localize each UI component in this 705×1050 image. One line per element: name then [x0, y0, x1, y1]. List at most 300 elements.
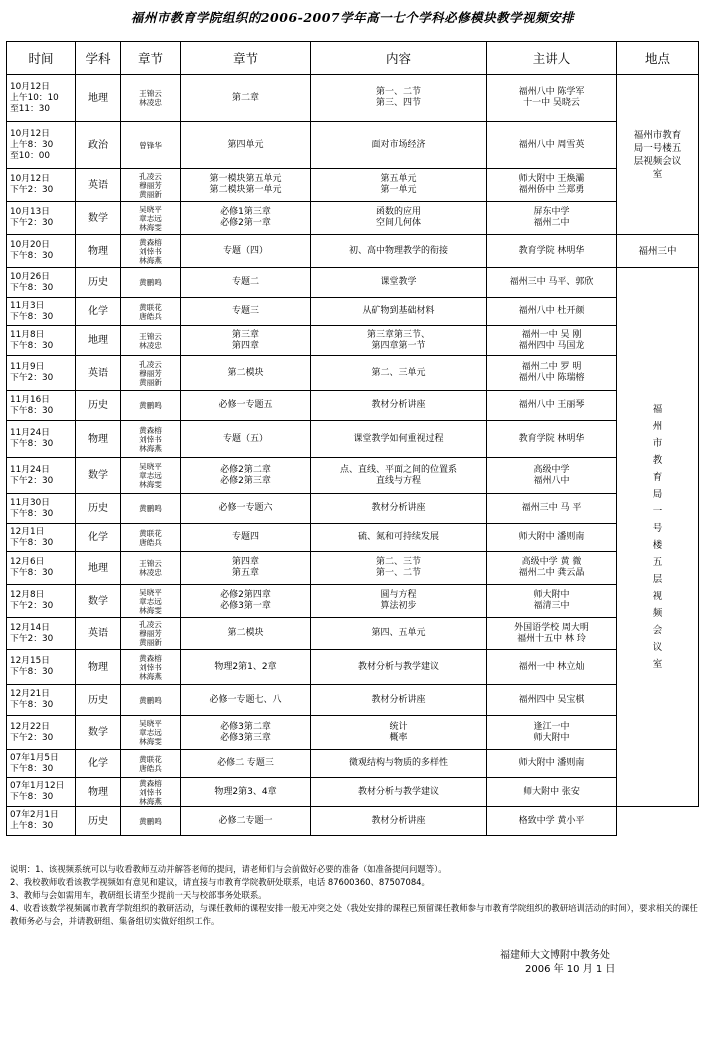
chapter-cell-line: 必修1第三章 — [220, 207, 271, 217]
time-cell-line: 下午2：30 — [10, 185, 54, 195]
time-cell-line: 11月9日 — [10, 362, 45, 372]
speaker-cell — [487, 650, 617, 685]
lecturers-cell-line: 林凌忠 — [139, 98, 162, 107]
speaker-cell — [487, 524, 617, 552]
time-cell-line: 上午10：10 — [10, 92, 59, 103]
content-cell-line: 硫、氮和可持续发展 — [357, 532, 439, 542]
content-cell — [311, 202, 487, 235]
chapter-cell-line: 必修2第二章 — [220, 464, 271, 475]
lecturers-cell-line: 黄鹏鸣 — [139, 401, 162, 410]
time-cell — [7, 391, 76, 421]
speaker-cell — [487, 202, 617, 235]
time-cell — [7, 298, 76, 326]
lecturers-cell-line: 曾锋华 — [139, 140, 162, 150]
lecturers-cell-line: 孔凌云 — [139, 171, 162, 181]
content-cell-line: 课堂教学如何重视过程 — [353, 433, 444, 444]
chapter-cell-line: 必修一专题五 — [218, 400, 273, 410]
speaker-cell-line: 师大附中 — [533, 590, 570, 600]
content-cell — [311, 685, 487, 716]
speaker-cell-line: 屏东中学 — [533, 207, 570, 217]
content-cell — [311, 650, 487, 685]
chapter-cell-line: 第二模块第一单元 — [209, 185, 282, 195]
table-row — [7, 268, 699, 298]
speaker-cell-line: 格致中学 黄小平 — [518, 815, 585, 826]
subject-cell: 化学 — [76, 750, 121, 778]
lecturers-cell-line: 孔凌云 — [139, 620, 162, 629]
lecturers-cell-line: 黄丽新 — [139, 638, 162, 647]
schedule-table — [6, 41, 699, 836]
time-cell-line: 上午8：30 — [10, 821, 54, 831]
speaker-cell — [487, 75, 617, 122]
header-speaker: 主讲人 — [487, 42, 617, 75]
time-cell-line: 07年1月5日 — [10, 752, 59, 763]
time-cell-line: 12月6日 — [10, 557, 45, 567]
content-cell-line: 教材分析讲座 — [371, 503, 426, 513]
time-cell-line: 下午8：30 — [10, 311, 54, 322]
speaker-cell — [487, 421, 617, 458]
content-cell — [311, 524, 487, 552]
subject-cell: 历史 — [76, 494, 121, 524]
time-cell-line: 12月14日 — [10, 622, 50, 633]
speaker-cell — [487, 391, 617, 421]
time-cell-line: 11月24日 — [10, 428, 50, 438]
lecturers-cell — [121, 716, 181, 750]
speaker-cell-line: 师大附中 张安 — [523, 786, 580, 797]
chapter-cell-line: 必修2第一章 — [220, 218, 271, 228]
speaker-cell — [487, 685, 617, 716]
time-cell-line: 下午8：30 — [10, 340, 54, 351]
subject-cell: 物理 — [76, 778, 121, 807]
speaker-cell-line: 师大附中 潘则南 — [518, 532, 585, 542]
subject-cell: 政治 — [76, 122, 121, 169]
time-cell-line: 10月12日 — [10, 128, 50, 139]
speaker-cell-line: 福州八中 — [533, 475, 570, 486]
chapter-cell — [181, 618, 311, 650]
time-cell — [7, 122, 76, 169]
lecturers-cell-line: 林海燕 — [139, 671, 162, 681]
lecturers-cell-line: 林海雯 — [139, 737, 162, 746]
table-row — [7, 326, 699, 356]
subject-cell: 地理 — [76, 326, 121, 356]
time-cell-line: 下午2：30 — [10, 373, 54, 383]
speaker-cell-line: 逢江一中 — [533, 721, 570, 732]
chapter-cell — [181, 524, 311, 552]
header-content: 内容 — [311, 42, 487, 75]
content-cell-line: 算法初步 — [380, 601, 417, 611]
speaker-cell-line: 福州一中 林立灿 — [518, 661, 585, 672]
table-row — [7, 235, 699, 268]
table-row — [7, 716, 699, 750]
lecturers-cell-line: 穆丽芳 — [139, 629, 162, 638]
lecturers-cell-line: 林海燕 — [139, 255, 162, 265]
time-cell-line: 下午8：30 — [10, 282, 54, 293]
table-row — [7, 524, 699, 552]
time-cell-line: 12月21日 — [10, 689, 50, 699]
lecturers-cell-line: 章志远 — [139, 213, 162, 223]
content-cell-line: 第四章第一节 — [371, 340, 426, 351]
speaker-cell — [487, 494, 617, 524]
lecturers-cell — [121, 122, 181, 169]
speaker-cell — [487, 458, 617, 494]
lecturers-cell — [121, 524, 181, 552]
speaker-cell — [487, 235, 617, 268]
subject-cell: 地理 — [76, 75, 121, 122]
content-cell-line: 第四、五单元 — [371, 628, 426, 638]
speaker-cell-line: 福州二中 — [533, 218, 570, 228]
lecturers-cell-line: 王锦云 — [139, 89, 162, 98]
chapter-cell — [181, 298, 311, 326]
table-row — [7, 618, 699, 650]
header-time: 时间 — [7, 42, 76, 75]
note-3: 3、教师与会如需用车，教研组长请至少提前一天与校部事务处联系。 — [10, 890, 267, 900]
time-cell — [7, 650, 76, 685]
speaker-cell-line: 师大附中 潘则南 — [518, 758, 585, 768]
speaker-cell-line: 福州八中 陈学军 — [518, 87, 585, 97]
content-cell — [311, 268, 487, 298]
subject-cell: 英语 — [76, 618, 121, 650]
time-cell-line: 下午2：30 — [10, 218, 54, 228]
table-row — [7, 458, 699, 494]
lecturers-cell-line: 林凌忠 — [139, 568, 162, 577]
signature-block — [500, 949, 615, 977]
content-cell-line: 空间几何体 — [375, 218, 421, 228]
signature-org: 福建师大文博附中教务处 — [500, 950, 610, 961]
time-cell-line: 10月20日 — [10, 240, 50, 250]
lecturers-cell — [121, 326, 181, 356]
content-cell-line: 教材分析讲座 — [371, 815, 426, 826]
content-cell-line: 函数的应用 — [375, 207, 421, 217]
chapter-cell-line: 必修3第二章 — [220, 721, 271, 732]
lecturers-cell — [121, 391, 181, 421]
speaker-cell-line: 福州四中 吴宝棋 — [518, 694, 585, 705]
time-cell-line: 下午8：30 — [10, 763, 54, 774]
content-cell-line: 初、高中物理教学的衔接 — [348, 245, 448, 256]
lecturers-cell-line: 黄鹏鸣 — [139, 278, 162, 287]
time-cell-line: 12月1日 — [10, 526, 45, 537]
speaker-cell — [487, 169, 617, 202]
speaker-cell-line: 福州十五中 林 玲 — [517, 633, 586, 644]
time-cell-line: 下午8：30 — [10, 251, 54, 261]
time-cell-line: 12月22日 — [10, 721, 50, 732]
table-row — [7, 391, 699, 421]
lecturers-cell — [121, 421, 181, 458]
table-row — [7, 75, 699, 122]
time-cell — [7, 202, 76, 235]
subject-cell: 数学 — [76, 716, 121, 750]
lecturers-cell-line: 黄鹏鸣 — [139, 504, 162, 513]
time-cell-line: 10月26日 — [10, 271, 50, 282]
content-cell — [311, 750, 487, 778]
time-cell-line: 10月12日 — [10, 81, 50, 92]
time-cell-line: 下午8：30 — [10, 405, 54, 416]
table-row — [7, 778, 699, 807]
content-cell-line: 教材分析与教学建议 — [357, 786, 439, 797]
lecturers-cell-line: 唐皓兵 — [139, 763, 162, 773]
document-title: 福州市教育学院组织的2006-2007学年高一七个学科必修模块教学视频安排 — [130, 10, 575, 25]
time-cell — [7, 458, 76, 494]
subject-cell: 历史 — [76, 807, 121, 836]
speaker-cell-line: 福州二中 罗 明 — [521, 362, 582, 372]
chapter-cell-line: 第二模块 — [227, 367, 264, 378]
speaker-cell-line: 师大附中 — [533, 732, 570, 743]
note-4: 4、收看该数学视频属市教育学院组织的教研活动，与课任教师的课程安排一般无冲突之处（我处安排的课程已预留课任教师参与市教育学院组织的教研培训活动的时间），要求相关的课任教师务必与会，并请教研组、集备组切实做好组织工作。 — [10, 903, 698, 926]
table-row — [7, 685, 699, 716]
content-cell-line: 直线与方程 — [375, 475, 421, 486]
speaker-cell-line: 福州四中 马国龙 — [518, 340, 585, 351]
chapter-cell — [181, 458, 311, 494]
time-cell — [7, 169, 76, 202]
subject-cell: 地理 — [76, 552, 121, 585]
content-cell — [311, 552, 487, 585]
content-cell — [311, 169, 487, 202]
content-cell-line: 从矿物到基础材料 — [362, 306, 435, 316]
lecturers-cell — [121, 458, 181, 494]
chapter-cell — [181, 685, 311, 716]
time-cell-line: 至11：30 — [10, 103, 50, 114]
lecturers-cell — [121, 75, 181, 122]
content-cell — [311, 778, 487, 807]
subject-cell: 英语 — [76, 169, 121, 202]
lecturers-cell-line: 黄森榕 — [139, 237, 162, 247]
table-row — [7, 552, 699, 585]
time-cell-line: 下午2：30 — [10, 475, 54, 486]
time-cell-line: 至10：00 — [10, 150, 50, 161]
lecturers-cell-line: 林海雯 — [139, 605, 162, 615]
speaker-cell-line: 福州三中 马平、郭欣 — [509, 277, 594, 287]
content-cell-line: 第二、三单元 — [371, 367, 426, 378]
chapter-cell — [181, 326, 311, 356]
subject-cell: 数学 — [76, 585, 121, 618]
header-lecturers: 章节 — [121, 42, 181, 75]
time-cell — [7, 750, 76, 778]
speaker-cell — [487, 298, 617, 326]
chapter-cell-line: 专题二 — [231, 277, 259, 287]
lecturers-cell — [121, 750, 181, 778]
time-cell-line: 11月16日 — [10, 394, 50, 405]
content-cell-line: 第一、二节 — [375, 568, 421, 578]
lecturers-cell-line: 吴晓平 — [139, 719, 162, 728]
table-row — [7, 298, 699, 326]
time-cell-line: 下午2：30 — [10, 732, 54, 743]
chapter-cell — [181, 169, 311, 202]
speaker-cell-line: 福州八中 杜开颜 — [518, 306, 585, 316]
chapter-cell-line: 必修二 专题三 — [217, 758, 274, 768]
schedule-body — [7, 75, 699, 836]
time-cell — [7, 421, 76, 458]
lecturers-cell-line: 黄森榕 — [139, 653, 162, 663]
subject-cell: 历史 — [76, 268, 121, 298]
chapter-cell — [181, 202, 311, 235]
content-cell-line: 概率 — [389, 732, 408, 743]
note-2: 2、我校教师收看该教学视频如有意见和建议，请直接与市教育学院教研处联系，电话 87600360、87507084。 — [10, 877, 430, 887]
lecturers-cell-line: 林海雯 — [139, 222, 162, 232]
content-cell-line: 面对市场经济 — [371, 139, 426, 150]
time-cell-line: 10月12日 — [10, 174, 50, 184]
time-cell-line: 下午8：30 — [10, 568, 54, 578]
lecturers-cell-line: 林海燕 — [139, 796, 162, 806]
chapter-cell — [181, 778, 311, 807]
lecturers-cell-line: 王锦云 — [139, 559, 162, 568]
lecturers-cell-line: 刘悻书 — [139, 662, 162, 672]
content-cell — [311, 122, 487, 169]
chapter-cell-line: 必修一专题六 — [218, 503, 273, 513]
chapter-cell-line: 必修3第一章 — [220, 601, 271, 611]
speaker-cell — [487, 552, 617, 585]
speaker-cell-line: 福州侨中 兰郑勇 — [518, 185, 585, 195]
time-cell-line: 下午8：30 — [10, 667, 54, 677]
lecturers-cell — [121, 585, 181, 618]
chapter-cell-line: 专题四 — [231, 532, 259, 542]
lecturers-cell-line: 王锦云 — [139, 331, 162, 341]
content-cell — [311, 356, 487, 391]
lecturers-cell — [121, 618, 181, 650]
table-row — [7, 202, 699, 235]
chapter-cell — [181, 356, 311, 391]
chapter-cell — [181, 750, 311, 778]
speaker-cell-line: 福清三中 — [533, 601, 570, 611]
time-cell — [7, 552, 76, 585]
time-cell-line: 下午2：30 — [10, 633, 54, 644]
lecturers-cell-line: 刘悻书 — [139, 787, 162, 797]
content-cell-line: 第三、四节 — [375, 98, 421, 108]
time-cell — [7, 618, 76, 650]
chapter-cell-line: 第四单元 — [227, 139, 264, 150]
subject-cell: 历史 — [76, 391, 121, 421]
chapter-cell-line: 第二模块 — [227, 628, 264, 638]
location-cell: 福州市教育局一号楼五层视频会议室 — [617, 268, 699, 807]
table-row — [7, 750, 699, 778]
subject-cell: 历史 — [76, 685, 121, 716]
lecturers-cell-line: 林海燕 — [139, 443, 162, 453]
time-cell-line: 12月15日 — [10, 656, 50, 666]
lecturers-cell-line: 唐皓兵 — [139, 537, 162, 547]
lecturers-cell — [121, 202, 181, 235]
chapter-cell-line: 物理2第1、2章 — [214, 661, 277, 672]
chapter-cell-line: 必修2第四章 — [220, 590, 271, 600]
lecturers-cell — [121, 552, 181, 585]
speaker-cell — [487, 807, 617, 836]
time-cell-line: 下午8：30 — [10, 700, 54, 710]
chapter-cell-line: 专题（五） — [222, 433, 268, 444]
time-cell-line: 上午8：30 — [10, 139, 54, 150]
time-cell — [7, 807, 76, 836]
time-cell-line: 11月30日 — [10, 497, 50, 508]
subject-cell: 数学 — [76, 458, 121, 494]
speaker-cell-line: 教育学院 林明华 — [518, 245, 585, 256]
time-cell — [7, 524, 76, 552]
time-cell-line: 07年2月1日 — [10, 810, 59, 820]
time-cell — [7, 326, 76, 356]
content-cell — [311, 618, 487, 650]
lecturers-cell-line: 林凌忠 — [139, 340, 162, 350]
chapter-cell-line: 必修一专题七、八 — [209, 694, 282, 705]
location-cell: 福州三中 — [617, 235, 699, 268]
time-cell-line: 下午8：30 — [10, 537, 54, 548]
time-cell-line: 10月13日 — [10, 207, 50, 217]
chapter-cell-line: 物理2第3、4章 — [214, 786, 277, 797]
lecturers-cell-line: 吴晓平 — [139, 204, 162, 214]
note-1: 说明：1、该视频系统可以与收看教师互动并解答老师的提问，请老师们与会前做好必要的准备（如准备提问问题等）。 — [10, 864, 447, 874]
chapter-cell-line: 第五章 — [231, 568, 259, 578]
time-cell — [7, 685, 76, 716]
chapter-cell-line: 必修二专题一 — [218, 815, 273, 826]
content-cell-line: 第二、三节 — [375, 557, 421, 567]
table-row — [7, 421, 699, 458]
lecturers-cell — [121, 298, 181, 326]
lecturers-cell — [121, 494, 181, 524]
time-cell-line: 11月24日 — [10, 464, 50, 475]
chapter-cell — [181, 650, 311, 685]
content-cell-line: 微观结构与物质的多样性 — [348, 758, 448, 768]
table-header-row — [7, 42, 699, 75]
speaker-cell-line: 福州三中 马 平 — [521, 503, 582, 513]
lecturers-cell — [121, 268, 181, 298]
time-cell-line: 下午2：30 — [10, 601, 54, 611]
subject-cell: 化学 — [76, 524, 121, 552]
time-cell-line: 11月3日 — [10, 300, 45, 311]
chapter-cell — [181, 122, 311, 169]
chapter-cell — [181, 75, 311, 122]
time-cell — [7, 356, 76, 391]
lecturers-cell — [121, 356, 181, 391]
header-subject: 学科 — [76, 42, 121, 75]
chapter-cell — [181, 391, 311, 421]
lecturers-cell-line: 唐皓兵 — [139, 311, 162, 321]
time-cell — [7, 778, 76, 807]
chapter-cell — [181, 807, 311, 836]
lecturers-cell-line: 章志远 — [139, 471, 162, 480]
content-cell — [311, 235, 487, 268]
lecturers-cell-line: 章志远 — [139, 728, 162, 737]
lecturers-cell-line: 黄鹏鸣 — [139, 695, 162, 705]
lecturers-cell-line: 孔凌云 — [139, 359, 162, 369]
table-row — [7, 122, 699, 169]
lecturers-cell — [121, 235, 181, 268]
time-cell-line: 下午8：30 — [10, 792, 54, 802]
lecturers-cell-line: 黄联花 — [139, 754, 162, 764]
chapter-cell — [181, 235, 311, 268]
time-cell — [7, 716, 76, 750]
content-cell — [311, 458, 487, 494]
table-row — [7, 585, 699, 618]
speaker-cell-line: 师大附中 王焕灞 — [518, 174, 585, 184]
content-cell-line: 圆与方程 — [380, 590, 417, 600]
time-cell-line: 07年1月12日 — [10, 781, 65, 791]
lecturers-cell-line: 吴晓平 — [139, 462, 162, 471]
chapter-cell — [181, 494, 311, 524]
content-cell — [311, 326, 487, 356]
header-chapter: 章节 — [181, 42, 311, 75]
speaker-cell-line: 十一中 吴晓云 — [523, 98, 580, 108]
time-cell — [7, 235, 76, 268]
subject-cell: 英语 — [76, 356, 121, 391]
content-cell-line: 第一、二节 — [375, 87, 421, 97]
subject-cell: 数学 — [76, 202, 121, 235]
speaker-cell — [487, 778, 617, 807]
chapter-cell-line: 第一模块第五单元 — [209, 174, 282, 184]
chapter-cell-line: 必修2第三章 — [220, 475, 271, 486]
content-cell — [311, 421, 487, 458]
lecturers-cell — [121, 807, 181, 836]
speaker-cell — [487, 618, 617, 650]
chapter-cell-line: 专题（四） — [222, 245, 268, 256]
speaker-cell-line: 福州二中 龚云晶 — [518, 568, 585, 578]
lecturers-cell — [121, 169, 181, 202]
notes-section — [10, 863, 700, 928]
lecturers-cell-line: 穆丽芳 — [139, 180, 162, 190]
content-cell-line: 第五单元 — [380, 174, 417, 184]
signature-date: 2006 年 10 月 1 日 — [525, 964, 616, 975]
